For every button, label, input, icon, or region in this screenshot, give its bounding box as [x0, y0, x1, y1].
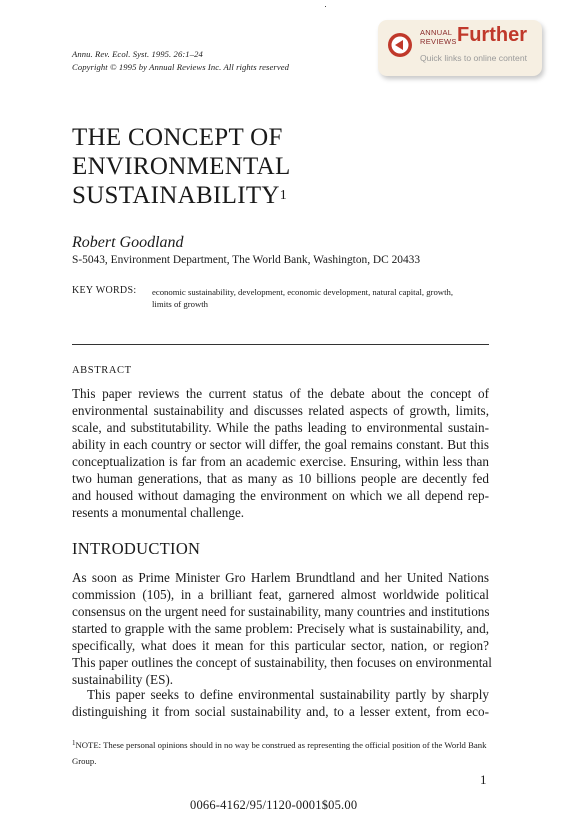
document-code: 0066-4162/95/1120-0001$05.00	[190, 798, 358, 812]
footnote: $^1$NOTE: These personal opinions should in no way be construed as representing the official position of the World Bank Group.	[72, 739, 487, 766]
article-title: THE CONCEPT OF ENVIRONMENTAL SUSTAINABILITY$^1$	[72, 124, 291, 209]
title-footnote-mark: 1	[279, 188, 288, 203]
introduction-heading: INTRODUCTION	[72, 539, 201, 558]
abstract-text: This paper reviews the current status of the debate about the concept of environmental sustainability and discusses related aspects of growth, limits, scale, and substitutability. While the paths leading to environmental sustain- ability in each country or sector will differ, the goal remains constant. But this conceptualization is far from an academic exercise. Ensuring, within less than two human generations, that as many as 10 billions people are decently fed and housed without damaging the environment on which we all depend rep- resents a monumental challenge.	[72, 386, 489, 520]
abstract-heading: ABSTRACT	[72, 365, 132, 376]
further-label: Further	[457, 24, 527, 46]
journal-citation: Annu. Rev. Ecol. Syst. 1995. 26:1–24	[72, 49, 203, 59]
introduction-paragraph: As soon as Prime Minister Gro Harlem Brundtland and her United Nations commission (105), in a brilliant feat, garnered almost worldwide political consensus on the urgent need for sustainability, many countries and institutions started to grapple with the same problem: Precisely what is sustainability, and, specifically, what does it mean for this particular sector, nation, or region? This paper outlines the concept of sustainability, then focuses on environmental sustainability (ES).	[72, 570, 492, 687]
page-number: 1	[480, 772, 487, 787]
section-divider	[72, 344, 489, 345]
further-banner[interactable]	[378, 20, 542, 76]
author-affiliation: S-5043, Environment Department, The World Bank, Washington, DC 20433	[72, 254, 421, 266]
scan-speck	[325, 6, 326, 7]
annual-reviews-wordmark: ANNUAL REVIEWS	[420, 28, 457, 46]
introduction-paragraph-2: This paper seeks to define environmental sustainability partly by sharply distinguishing it from social sustainability and, to a lesser extent, from eco-	[72, 687, 489, 719]
keywords-label: KEY WORDS:	[72, 285, 137, 296]
copyright-notice: Copyright © 1995 by Annual Reviews Inc. All rights reserved	[72, 62, 290, 72]
keywords-list: economic sustainability, development, economic development, natural capital, growth, limits of growth	[152, 287, 453, 309]
play-back-icon	[387, 32, 413, 58]
author-name: Robert Goodland	[72, 234, 184, 251]
footnote-mark: 1	[72, 739, 76, 747]
quick-links-text: Quick links to online content	[420, 53, 528, 63]
